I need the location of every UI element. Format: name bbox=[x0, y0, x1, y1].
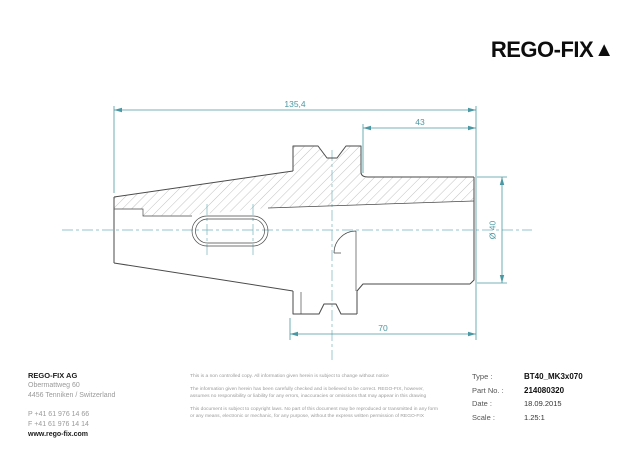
company-city: 4456 Tenniken / Switzerland bbox=[28, 392, 116, 399]
logo-triangle-icon: ▲ bbox=[594, 39, 614, 61]
part-interior-edges bbox=[114, 201, 474, 314]
dim-nose-label: 43 bbox=[415, 117, 425, 127]
company-website-link[interactable]: www.rego-fix.com bbox=[28, 431, 89, 438]
part-no-label: Part No. : bbox=[472, 385, 504, 395]
scale-label: Scale : bbox=[472, 412, 495, 422]
dimension-arrows bbox=[114, 108, 504, 336]
part-no-value: 214080320 bbox=[524, 385, 565, 395]
dim-diameter-label: Ø 40 bbox=[487, 220, 498, 240]
ejector-slot-outer bbox=[192, 216, 268, 246]
disclaimer-paragraph-1: This is a non controlled copy. All information given herein is subject to change without notice bbox=[190, 374, 389, 379]
company-fax: F +41 61 976 14 14 bbox=[28, 421, 89, 428]
drive-slot-edge bbox=[334, 231, 356, 291]
company-name: REGO-FIX AG bbox=[28, 371, 78, 380]
logo-wordmark: REGO-FIX bbox=[490, 37, 594, 62]
company-address-block bbox=[28, 371, 178, 440]
company-phone: P +41 61 976 14 66 bbox=[28, 411, 90, 418]
section-hatching bbox=[114, 146, 474, 216]
disclaimer-paragraph-2: The information given herein has been carefully checked and is believed to be correct. REGO-FIX, however, assumes no responsibility or liability for any errors, inaccuracies or omissions that may appear in this drawing bbox=[190, 387, 427, 399]
disclaimer-paragraph-3: This document is subject to copyright laws. No part of this document may be reproduced or transmitted in any form or any means, electronic or mechanic, for any purpose, without the express written permission of REGO-FIX bbox=[190, 407, 438, 419]
scale-value: 1.25:1 bbox=[524, 412, 545, 422]
type-label: Type : bbox=[472, 372, 493, 381]
dimensions bbox=[114, 106, 507, 340]
date-label: Date : bbox=[472, 399, 493, 409]
dimension-labels bbox=[284, 99, 497, 333]
dim-projection-label: 70 bbox=[378, 323, 388, 333]
company-street: Obermattweg 60 bbox=[28, 382, 80, 389]
rego-fix-logo bbox=[491, 37, 614, 63]
title-block bbox=[472, 372, 632, 422]
disclaimer-block bbox=[190, 373, 438, 426]
dim-overall-label: 135,4 bbox=[284, 99, 306, 109]
date-value: 18.09.2015 bbox=[524, 399, 562, 409]
type-value: BT40_MK3x070 bbox=[524, 372, 583, 381]
ejector-slot-inner bbox=[196, 219, 265, 243]
